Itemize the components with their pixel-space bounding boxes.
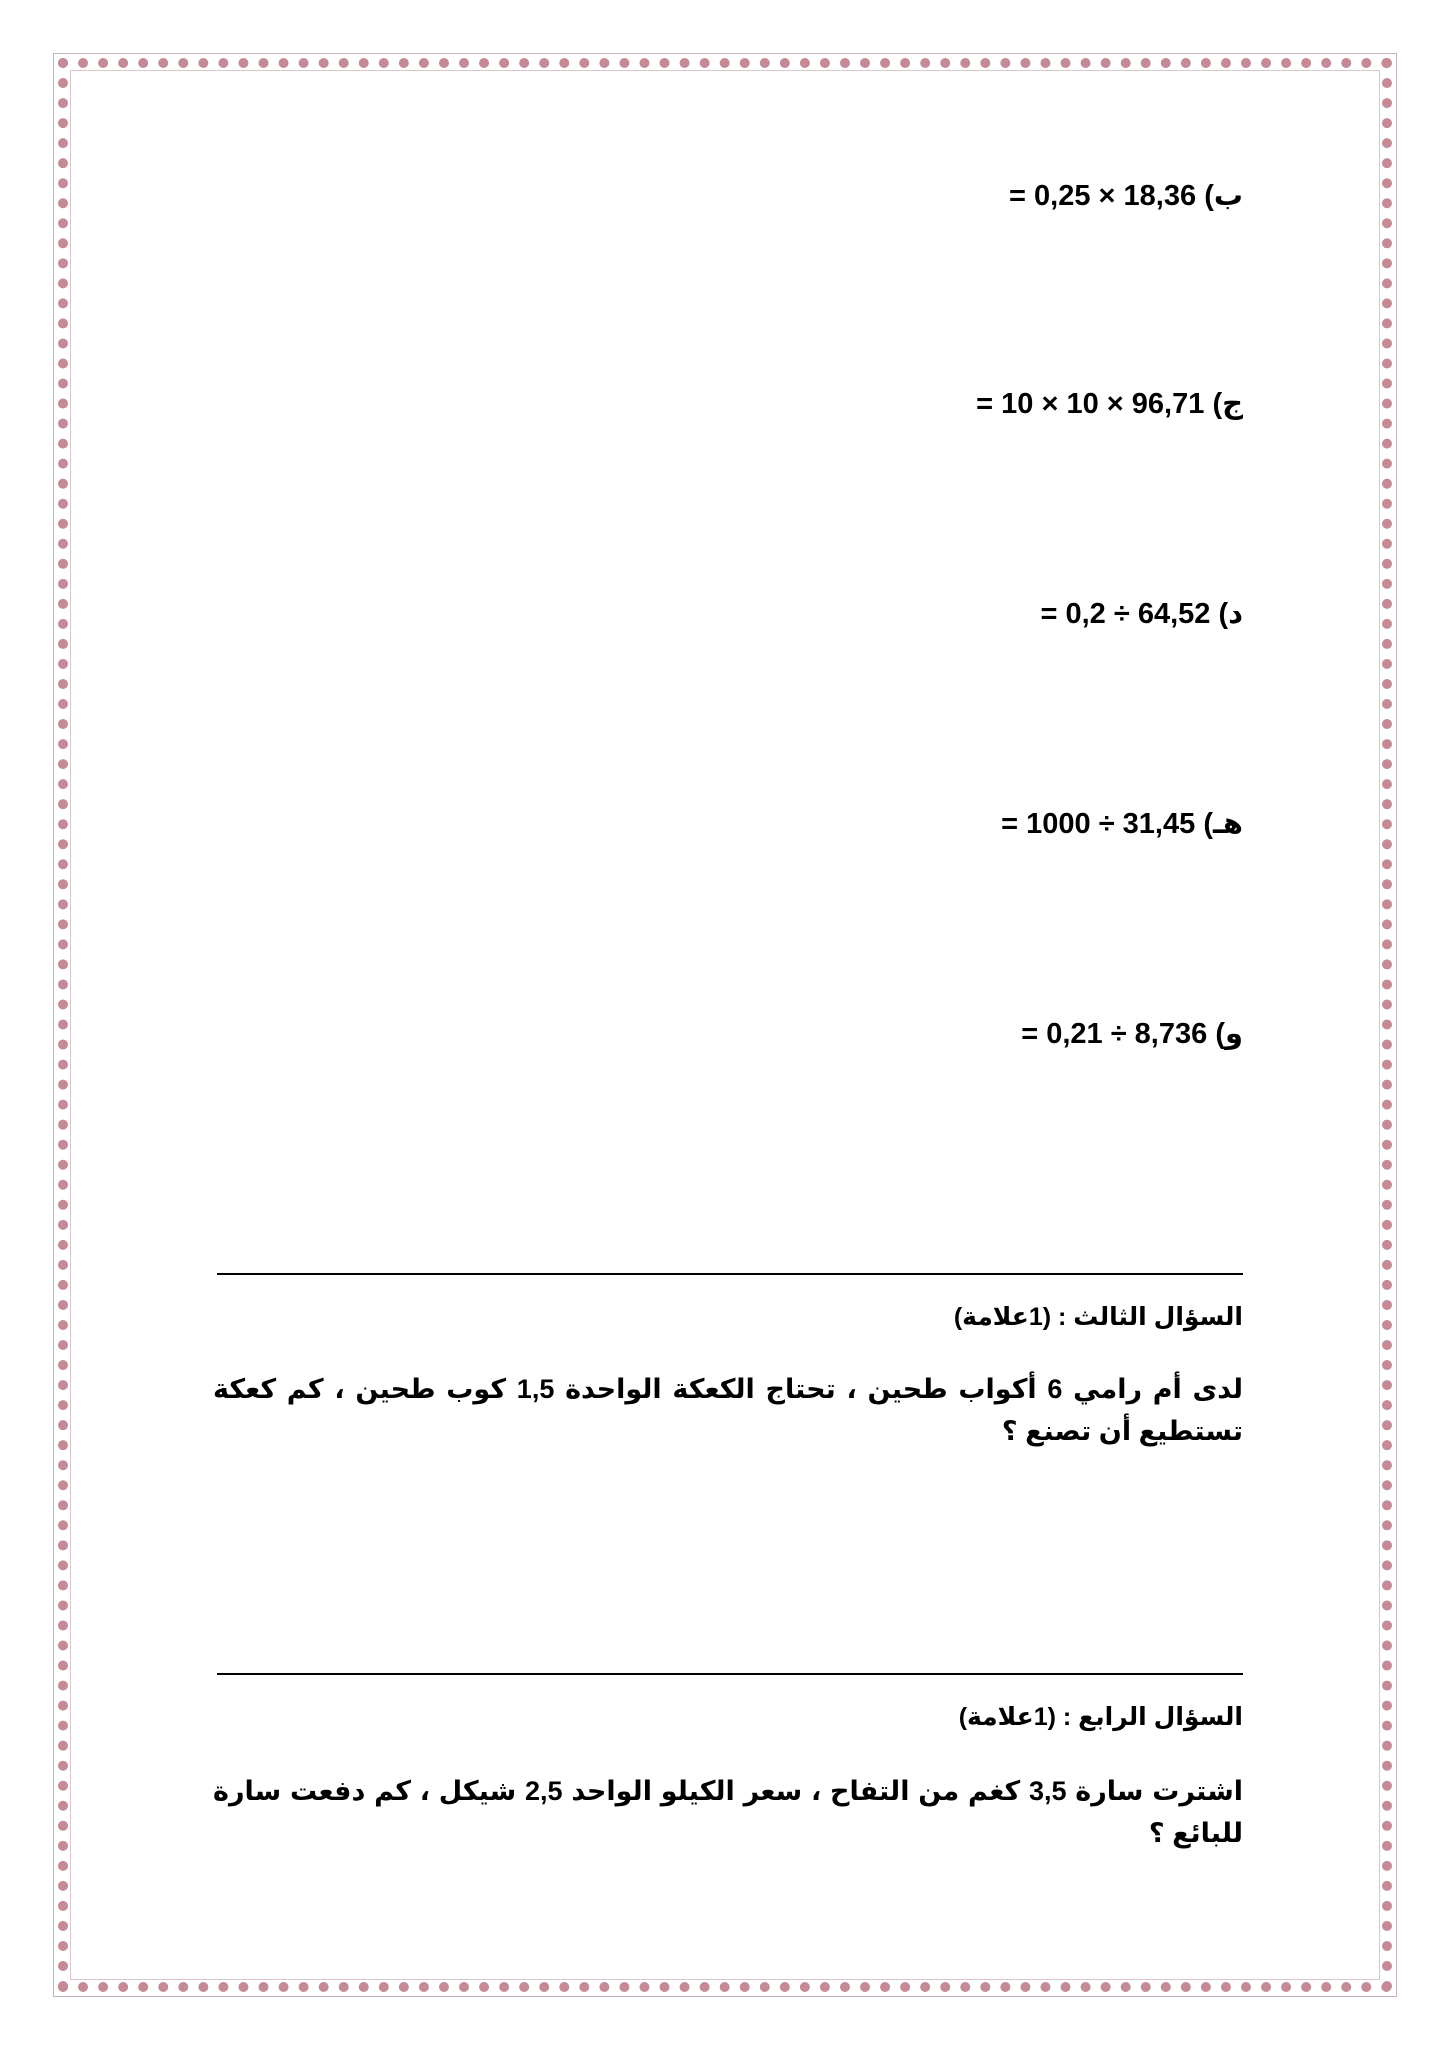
exercise-expression: 18,36 × 0,25 =: [1009, 180, 1197, 212]
exercise-label: ج): [1212, 388, 1243, 420]
exercise-expression: 8,736 ÷ 0,21 =: [1021, 1018, 1208, 1050]
exercise-label: و): [1215, 1018, 1243, 1050]
exercise-h: [1001, 806, 1243, 841]
exercise-d: [1040, 596, 1243, 631]
exercise-expression: 31,45 ÷ 1000 =: [1001, 808, 1196, 840]
exercise-expression: 64,52 ÷ 0,2 =: [1040, 598, 1211, 630]
exercise-j: [976, 386, 1243, 421]
exercise-w: [1021, 1016, 1243, 1051]
section-divider: [217, 1273, 1243, 1275]
exercise-label: د): [1218, 598, 1243, 630]
question4-text: اشترت سارة 3,5 كغم من التفاح ، سعر الكيلو الواحد 2,5 شيكل ، كم دفعت سارة للبائع ؟: [213, 1776, 1244, 1848]
question4-title: السؤال الرابع : (1علامة): [958, 1703, 1243, 1731]
exercise-label: ب): [1204, 180, 1243, 212]
exercise-label: هـ): [1203, 808, 1243, 840]
section-divider: [217, 1673, 1243, 1675]
exercise-expression: 96,71 × 10 × 10 =: [976, 388, 1205, 420]
exercise-b: [1009, 178, 1243, 213]
question3-text: لدى أم رامي 6 أكواب طحين ، تحتاج الكعكة الواحدة 1,5 كوب طحين ، كم كعكة تستطيع أن تصنع ؟: [213, 1374, 1243, 1446]
question3-title: السؤال الثالث : (1علامة): [953, 1303, 1243, 1331]
